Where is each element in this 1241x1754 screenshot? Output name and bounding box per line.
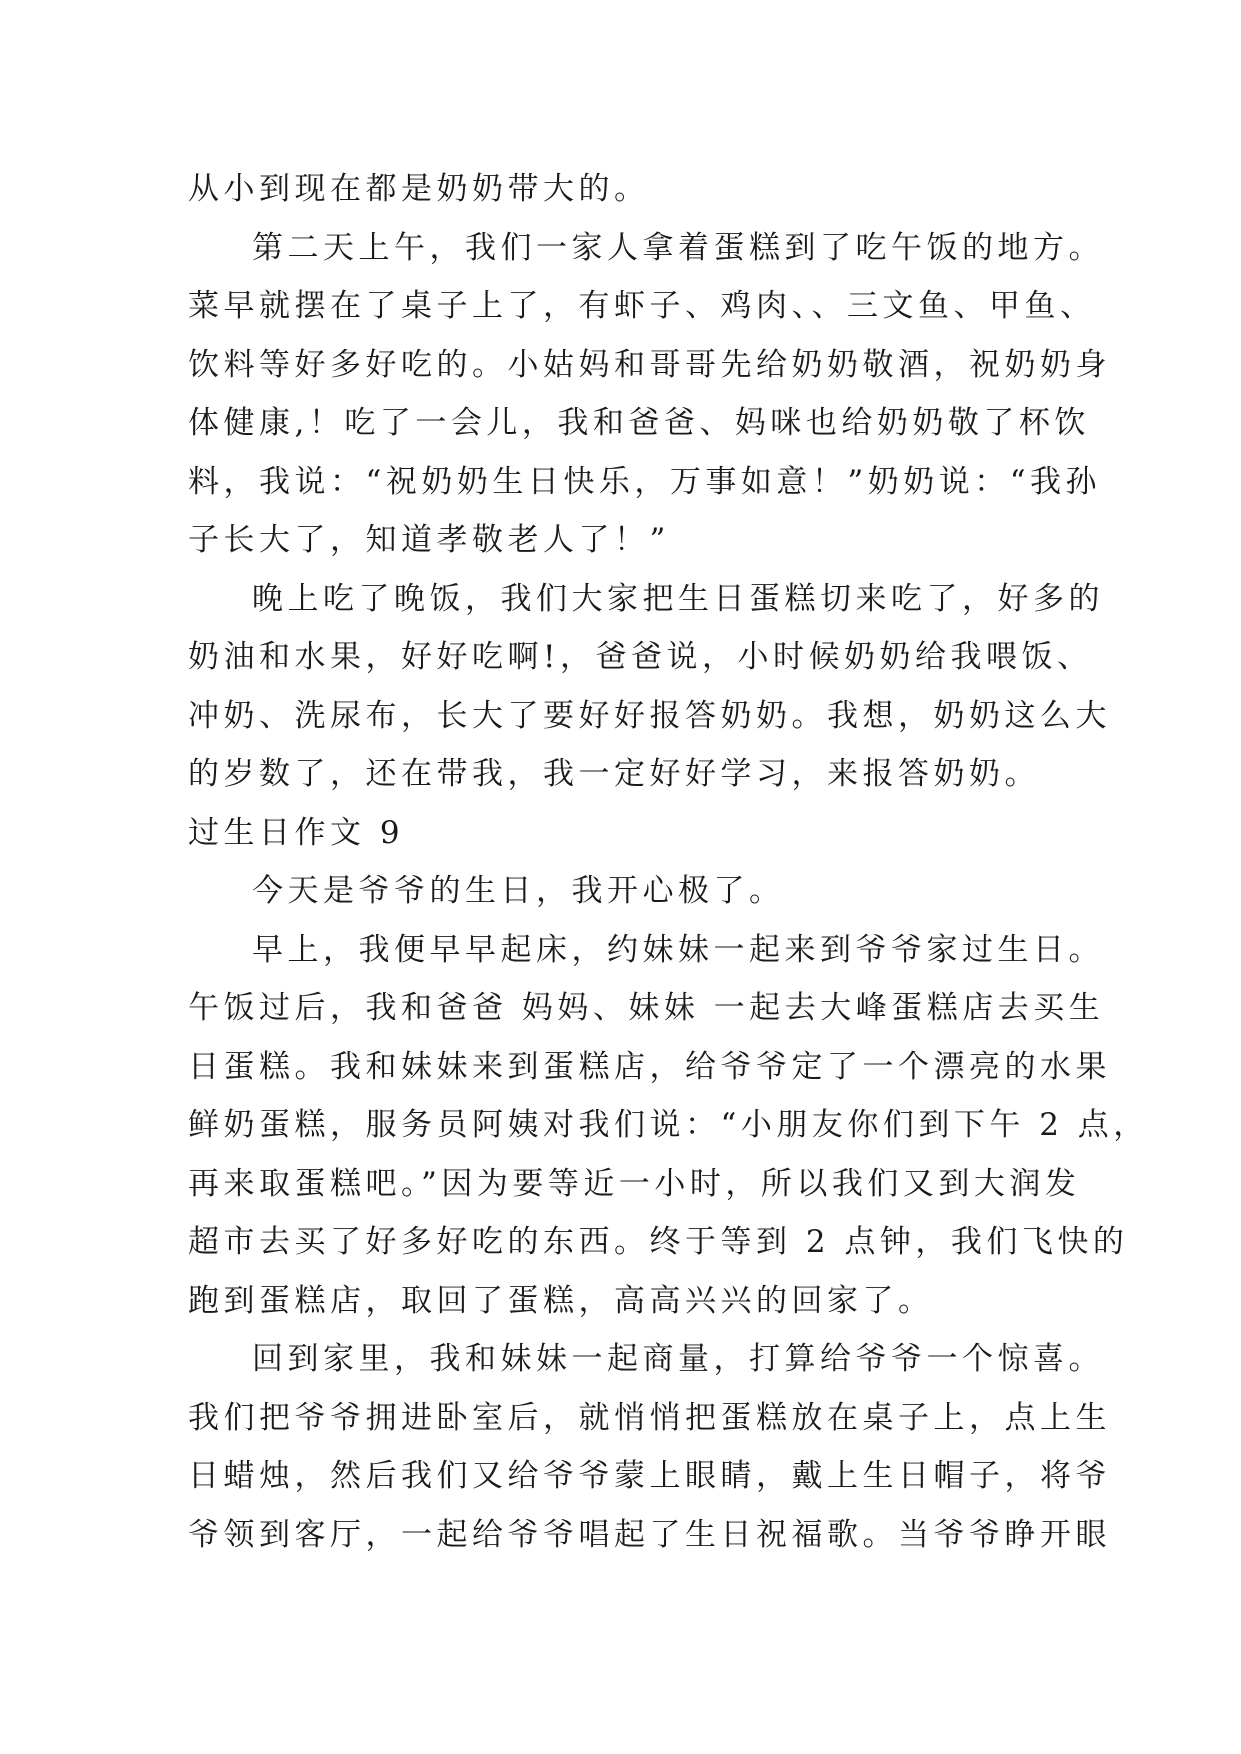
text-line: 午饭过后，我和爸爸 妈妈、妹妹 一起去大峰蛋糕店去买生 bbox=[188, 990, 1105, 1026]
text-line: 晚上吃了晚饭，我们大家把生日蛋糕切来吃了，好多的 bbox=[252, 580, 1104, 617]
text-line: 日蜡烛，然后我们又给爷爷蒙上眼睛，戴上生日帽子，将爷 bbox=[188, 1458, 1111, 1494]
text-line: 从小到现在都是奶奶带大的。 bbox=[188, 171, 650, 207]
text-line: 跑到蛋糕店，取回了蛋糕，高高兴兴的回家了。 bbox=[188, 1282, 934, 1319]
text-line: 饮料等好多好吃的。小姑妈和哥哥先给奶奶敬酒，祝奶奶身 bbox=[188, 346, 1111, 383]
text-line: 爷领到客厅，一起给爷爷唱起了生日祝福歌。当爷爷睁开眼 bbox=[188, 1516, 1111, 1553]
section-heading: 过生日作文 9 bbox=[188, 814, 405, 851]
text-line: 再来取蛋糕吧。”因为要等近一小时，所以我们又到大润发 bbox=[188, 1165, 1081, 1202]
text-line: 早上，我便早早起床，约妹妹一起来到爷爷家过生日。 bbox=[252, 931, 1104, 968]
text-line: 冲奶、洗尿布，长大了要好好报答奶奶。我想，奶奶这么大 bbox=[188, 697, 1111, 734]
text-line: 料，我说：“祝奶奶生日快乐，万事如意！”奶奶说：“我孙 bbox=[188, 463, 1102, 500]
text-line: 子长大了，知道孝敬老人了！” bbox=[188, 522, 670, 558]
text-line: 我们把爷爷拥进卧室后，就悄悄把蛋糕放在桌子上，点上生 bbox=[188, 1399, 1111, 1436]
text-line: 的岁数了，还在带我，我一定好好学习，来报答奶奶。 bbox=[188, 756, 1040, 792]
essay-text bbox=[188, 160, 1149, 1564]
text-line: 第二天上午，我们一家人拿着蛋糕到了吃午饭的地方。 bbox=[252, 229, 1104, 266]
text-line: 菜早就摆在了桌子上了，有虾子、鸡肉、、三文鱼、甲鱼、 bbox=[188, 288, 1096, 324]
text-line: 鲜奶蛋糕，服务员阿姨对我们说：“小朋友你们到下午 2 点， bbox=[188, 1107, 1149, 1143]
text-line: 回到家里，我和妹妹一起商量，打算给爷爷一个惊喜。 bbox=[252, 1341, 1104, 1377]
text-line: 日蛋糕。我和妹妹来到蛋糕店，给爷爷定了一个漂亮的水果 bbox=[188, 1048, 1111, 1085]
text-line: 体健康,！吃了一会儿，我和爸爸、妈咪也给奶奶敬了杯饮 bbox=[188, 405, 1090, 441]
text-line: 今天是爷爷的生日，我开心极了。 bbox=[252, 873, 785, 909]
text-line: 超市去买了好多好吃的东西。终于等到 2 点钟，我们飞快的 bbox=[188, 1224, 1129, 1260]
text-line: 奶油和水果，好好吃啊!，爸爸说，小时候奶奶给我喂饭、 bbox=[188, 639, 1093, 675]
